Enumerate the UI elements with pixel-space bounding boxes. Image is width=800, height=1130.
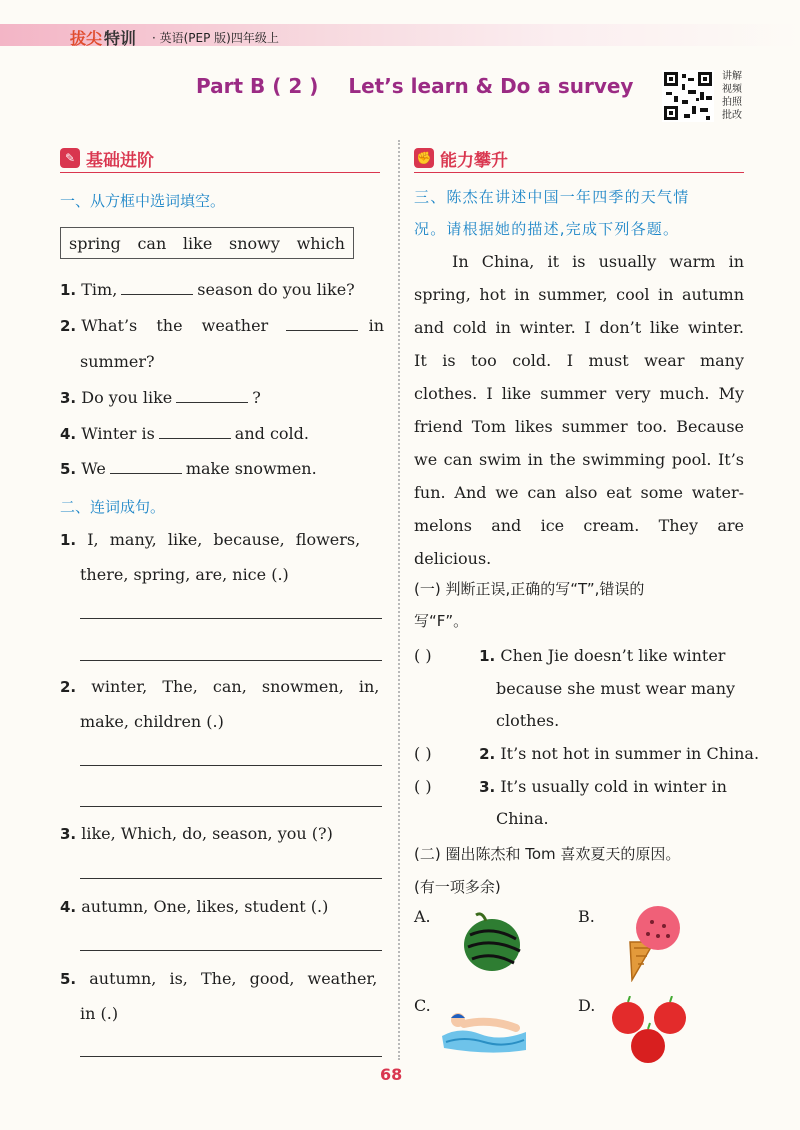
lesson-title [196, 74, 633, 98]
answer-line[interactable] [80, 806, 382, 807]
tf-item-1-cont: clothes. [496, 711, 560, 730]
qr-label: 讲解视频 拍照批改 [722, 71, 742, 121]
q1-item-3: 3. Do you like ? [60, 388, 261, 407]
q1-item-5: 5. We make snowmen. [60, 459, 317, 478]
word-bank-item: which [296, 233, 345, 253]
passage-line: fun. And we can also eat some water- [414, 483, 744, 502]
passage-line: clothes. I like summer very much. My [414, 384, 744, 403]
q1-heading: 一、从方框中选词填空。 [60, 192, 226, 210]
answer-blank[interactable] [159, 424, 231, 439]
q2-item-4: 4. autumn, One, likes, student (.) [60, 897, 329, 916]
tf-item-1: ( ) 1. Chen Jie doesn’t like winter [414, 646, 726, 665]
column-divider [398, 140, 400, 1060]
section-underline [60, 172, 380, 173]
part2-heading-line1: (二) 圈出陈杰和 Tom 喜欢夏天的原因。 [414, 845, 681, 863]
passage-line: and cold in winter. I don’t like winter. [414, 318, 744, 337]
brand-part2: 特训 [104, 29, 137, 48]
page-header [0, 0, 800, 56]
answer-line[interactable] [80, 878, 382, 879]
option-label: C. [414, 996, 431, 1015]
word-bank [60, 227, 354, 259]
q2-heading: 二、连词成句。 [60, 498, 166, 516]
page-number: 68 [380, 1065, 403, 1084]
pencil-icon: ✎ [60, 148, 80, 168]
tf-item-2: ( ) 2. It’s not hot in summer in China. [414, 744, 760, 763]
book-title: · 英语(PEP 版)四年级上 [152, 31, 279, 45]
q1-item-2: 2. What’s the weather in [60, 316, 384, 335]
q3-heading-line1: 三、陈杰在讲述中国一年四季的天气情 [414, 188, 690, 206]
passage-line: It is too cold. I must wear many [414, 351, 744, 370]
part2-heading-line2: (有一项多余) [414, 878, 501, 896]
tf-item-1-cont: because she must wear many [496, 679, 736, 698]
passage-line: we can swim in the swimming pool. It’s [414, 450, 744, 469]
q2-item-2-cont: make, children (.) [80, 712, 224, 731]
passage-line: delicious. [414, 549, 492, 568]
q2-item-1-cont: there, spring, are, nice (.) [80, 565, 289, 584]
answer-line[interactable] [80, 765, 382, 766]
passage-line: spring, hot in summer, cool in autumn [414, 285, 744, 304]
option-label: D. [578, 996, 596, 1015]
q2-item-3: 3. like, Which, do, season, you (?) [60, 824, 333, 843]
reading-passage [414, 245, 744, 575]
apples-icon[interactable] [608, 996, 692, 1066]
q1-item-1: 1. Tim, season do you like? [60, 280, 355, 299]
swimmer-icon[interactable] [440, 1002, 530, 1054]
ice-cream-icon[interactable] [622, 904, 688, 982]
brand-logo [70, 26, 136, 49]
brand-part1: 拔尖 [70, 29, 103, 48]
section-advanced [414, 146, 744, 176]
answer-blank[interactable] [176, 388, 248, 403]
answer-line[interactable] [80, 618, 382, 619]
passage-line: In China, it is usually warm in [452, 252, 744, 271]
qr-code-icon[interactable] [662, 70, 714, 122]
section-underline [414, 172, 744, 173]
answer-blank[interactable] [110, 459, 182, 474]
lesson-topic: Let’s learn & Do a survey [348, 74, 634, 98]
tf-item-3-cont: China. [496, 809, 549, 828]
answer-blank[interactable] [121, 280, 193, 295]
tf-item-3: ( ) 3. It’s usually cold in winter in [414, 777, 727, 796]
passage-line: friend Tom likes summer too. Because [414, 417, 744, 436]
q2-item-2: 2. winter, The, can, snowmen, in, [60, 677, 380, 696]
part1-heading-line1: (一) 判断正误,正确的写“T”,错误的 [414, 580, 645, 598]
word-bank-item: can [137, 233, 167, 253]
answer-parentheses[interactable]: ( ) [414, 646, 432, 665]
option-label: B. [578, 907, 595, 926]
fist-icon: ✊ [414, 148, 434, 168]
answer-parentheses[interactable]: ( ) [414, 777, 432, 796]
q1-item-2-cont: summer? [80, 352, 155, 371]
word-bank-item: snowy [229, 233, 280, 253]
answer-line[interactable] [80, 660, 382, 661]
q2-item-5: 5. autumn, is, The, good, weather, [60, 969, 378, 988]
passage-line: melons and ice cream. They are [414, 516, 744, 535]
answer-line[interactable] [80, 1056, 382, 1057]
section-basic [60, 146, 380, 176]
option-label: A. [414, 907, 431, 926]
word-bank-item: like [182, 233, 213, 253]
lesson-part: Part B ( 2 ) [196, 74, 319, 98]
answer-line[interactable] [80, 950, 382, 951]
word-bank-item: spring [69, 233, 121, 253]
watermelon-icon[interactable] [456, 905, 526, 975]
section-basic-title: 基础进阶 [86, 151, 154, 171]
q2-item-1: 1. I, many, like, because, flowers, [60, 530, 361, 549]
q3-heading-line2: 况。请根据她的描述,完成下列各题。 [414, 220, 680, 238]
part1-heading-line2: 写“F”。 [414, 612, 469, 630]
q1-item-4: 4. Winter is and cold. [60, 424, 309, 443]
q2-item-5-cont: in (.) [80, 1004, 119, 1023]
section-advanced-title: 能力攀升 [440, 151, 508, 171]
answer-blank[interactable] [286, 316, 358, 331]
answer-parentheses[interactable]: ( ) [414, 744, 432, 763]
